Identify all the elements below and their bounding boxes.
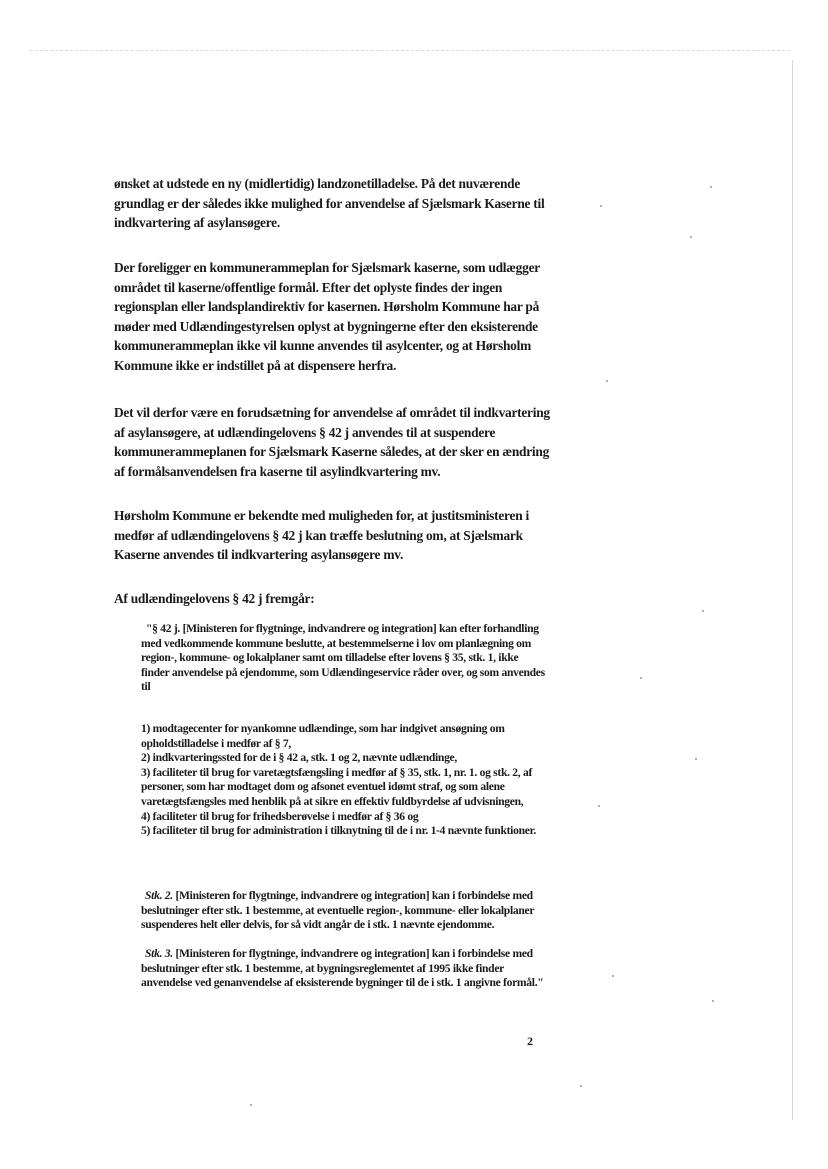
scan-speck bbox=[606, 380, 608, 382]
list-item: 5) faciliteter til brug for administration i tilknytning til de i nr. 1-4 nævnte funktioner. bbox=[141, 824, 536, 838]
paragraph-forudsaetning: Det vil derfor være en forudsætning for anvendelse af området til indkvartering af asylansøgere, at udlændingelovens § 42 j anvendes til at suspendere kommunerammeplanen for Sjælsmark Kaserne således, at der sker en ændring af formålsanvendelsen fra kaserne til asylindkvartering mv. bbox=[114, 405, 550, 479]
scan-speck bbox=[612, 975, 614, 977]
scan-speck bbox=[250, 1104, 252, 1106]
scan-speck bbox=[702, 610, 704, 612]
scan-speck bbox=[710, 186, 712, 188]
scan-speck bbox=[598, 805, 600, 807]
list-item: 1) modtagecenter for nyankomne udlændinge, som har indgivet ansøgning om opholdstilladelse i medfør af § 7, bbox=[141, 722, 505, 750]
scan-speck bbox=[712, 1000, 714, 1002]
scan-speck bbox=[640, 677, 642, 679]
stk3-text: [Ministeren for flygtninge, indvandrere og integration] kan i forbindelse med beslutninger efter stk. 1 bestemme, at bygningsreglementet af 1995 ikke finder anvendelse ved genanvendelse af eksisterende bygninger til de i stk. 1 angivne formål." bbox=[141, 947, 544, 990]
paragraph-kommunerammeplan: Der foreligger en kommunerammeplan for Sjælsmark kaserne, som udlægger området til kaserne/offentlige formål. Efter det oplyste findes der ingen regionsplan eller landsplandirektiv for kasernen. Hørsholm Kommune har på møder med Udlændingestyrelsen oplyst at bygningerne efter den eksisterende kommunerammeplan ikke vil kunne anvendes til asylcenter, og at Hørsholm Kommune ikke er indstillet på at dispensere herfra. bbox=[114, 260, 540, 373]
list-item: 2) indkvarteringssted for de i § 42 a, stk. 1 og 2, nævnte udlændinge, bbox=[141, 751, 458, 765]
page-number: 2 bbox=[527, 1034, 533, 1048]
scan-speck bbox=[580, 1085, 582, 1087]
stk2-text: [Ministeren for flygtninge, indvandrere og integration] kan i forbindelse med beslutninger efter stk. 1 bestemme, at eventuelle region-, kommune- eller lokalplaner suspenderes helt eller delvis, for så vidt angår de i stk. 1 nævnte ejendomme. bbox=[141, 889, 535, 932]
scan-speck bbox=[600, 205, 602, 207]
stk2-label: Stk. 2. bbox=[145, 889, 173, 902]
quote-section-intro bbox=[141, 622, 546, 695]
stk3-label: Stk. 3. bbox=[145, 947, 173, 960]
paragraph-quote-intro: Af udlændingelovens § 42 j fremgår: bbox=[114, 591, 315, 606]
list-item: 4) faciliteter til brug for frihedsberøvelse i medfør af § 36 og bbox=[141, 809, 419, 823]
scan-edge-right bbox=[792, 60, 793, 1120]
paragraph-hoersholm: Hørsholm Kommune er bekendte med muligheden for, at justitsministeren i medfør af udlændingelovens § 42 j kan træffe beslutning om, at Sjælsmark Kaserne anvendes til indkvartering asylansøgere mv. bbox=[114, 508, 529, 563]
scan-speck bbox=[695, 758, 697, 760]
quote-stk3 bbox=[141, 947, 546, 991]
quote-intro-text: [Ministeren for flygtninge, indvandrere og integration] kan efter forhandling med vedkommende kommune beslutte, at bestemmelserne i lov om planlægning om region-, kommune- og lokalplaner samt om tilladelse efter lovens § 35, stk. 1, ikke finder anvendelse på ejendomme, som Udlændingeservice råder over, og som anvendes til bbox=[141, 622, 545, 694]
quote-section-label: "§ 42 j. bbox=[146, 622, 180, 635]
quote-stk2 bbox=[141, 889, 546, 933]
scan-speck bbox=[690, 236, 692, 238]
scan-edge-top bbox=[30, 50, 790, 51]
quote-list bbox=[141, 722, 546, 839]
paragraph-landzone: ønsket at udstede en ny (midlertidig) landzonetilladelse. På det nuværende grundlag er der således ikke mulighed for anvendelse af Sjælsmark Kaserne til indkvartering af asylansøgere. bbox=[114, 176, 545, 231]
list-item: 3) faciliteter til brug for varetægtsfængsling i medfør af § 35, stk. 1, nr. 1. og stk. 2, af personer, som har modtaget dom og afsonet eventuel idømt straf, og som alene varetægtsfængsles med henblik på at sikre en effektiv fuldbyrdelse af udvisningen, bbox=[141, 765, 533, 808]
